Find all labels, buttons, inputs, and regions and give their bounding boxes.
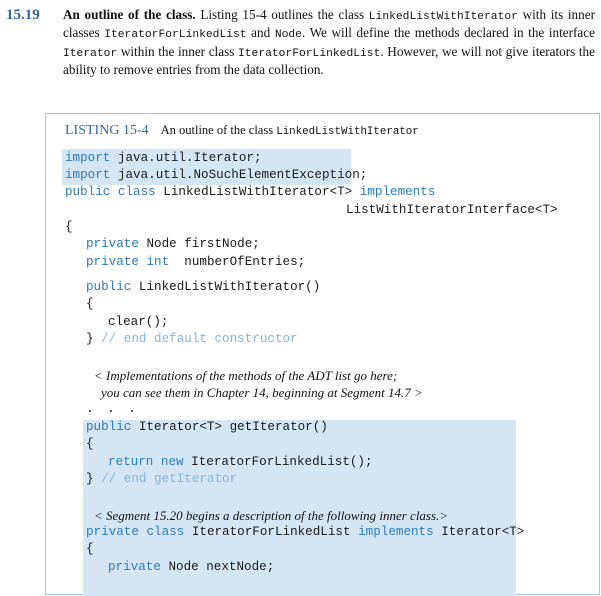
code-line — [108, 455, 373, 469]
code-line: { — [86, 437, 94, 451]
intro-paragraph — [63, 7, 595, 79]
code-comment: // end default constructor — [101, 332, 298, 346]
keyword: class — [146, 525, 185, 539]
code-comment: // end getIterator — [101, 472, 238, 486]
listing-header — [65, 121, 419, 139]
keyword: public — [86, 280, 132, 294]
listing-note: < Segment 15.20 begins a description of the following inner class.> — [94, 508, 449, 523]
code-text: IteratorForLinkedList — [184, 525, 359, 539]
keyword: implements — [358, 525, 434, 539]
intro-text: and — [246, 25, 275, 41]
keyword: private — [86, 255, 139, 269]
keyword: class — [117, 185, 156, 199]
keyword: implements — [359, 185, 436, 199]
code-line: ListWithIteratorInterface<T> — [346, 203, 558, 217]
keyword: new — [160, 455, 184, 469]
code-text: LinkedListWithIterator<T> — [155, 185, 360, 199]
keyword: import — [65, 168, 111, 182]
code-text: Iterator<T> — [433, 525, 525, 539]
ellipsis: . . . — [86, 402, 139, 416]
intro-text: Listing 15-4 outlines the class — [195, 7, 369, 22]
intro-text: with its inner classes — [63, 7, 595, 41]
listing-note: < Implementations of the methods of the ADT list go here; — [94, 368, 398, 383]
code-text: Node nextNode; — [160, 560, 275, 574]
code-text: Iterator<T> getIterator() — [131, 420, 328, 434]
code-line — [86, 420, 328, 434]
code-line — [65, 168, 367, 182]
inline-code: IteratorForLinkedList — [104, 29, 247, 42]
keyword: return — [108, 455, 154, 469]
code-line — [65, 185, 435, 199]
code-line: clear(); — [108, 315, 169, 329]
code-text: } — [86, 472, 94, 486]
keyword: public — [65, 185, 111, 199]
intro-text: . We will define the methods declared in the interface — [301, 25, 595, 41]
intro-text: . However, we will not give iterators the ability to remove entries from the data collection. — [63, 43, 595, 78]
code-line: { — [65, 220, 73, 234]
intro-text: within the inner class — [117, 43, 238, 59]
intro-heading: An outline of the class. — [63, 7, 196, 22]
keyword: public — [86, 420, 132, 434]
code-line: { — [86, 297, 94, 311]
listing-caption-code: LinkedListWithIterator — [276, 126, 419, 138]
inline-code: LinkedListWithIterator — [368, 11, 518, 23]
code-text: java.util.Iterator; — [110, 151, 262, 165]
code-line — [86, 332, 298, 346]
listing-note: you can see them in Chapter 14, beginning at Segment 14.7 > — [101, 385, 423, 400]
code-text: numberOfEntries; — [169, 255, 306, 269]
keyword: private — [86, 525, 139, 539]
code-line — [86, 255, 305, 269]
code-line — [86, 472, 237, 486]
listing-caption-text: An outline of the class — [160, 123, 277, 137]
keyword: import — [65, 151, 111, 165]
code-listing — [45, 113, 600, 595]
listing-caption — [161, 123, 419, 137]
code-line — [86, 237, 260, 251]
code-line — [108, 560, 274, 574]
code-line: { — [86, 542, 94, 556]
code-text: IteratorForLinkedList(); — [183, 455, 373, 469]
keyword: private — [108, 560, 161, 574]
inline-code: Iterator — [63, 47, 118, 60]
code-text: } — [86, 332, 94, 346]
code-line — [86, 280, 320, 294]
inline-code: Node — [274, 29, 302, 42]
code-text: java.util.NoSuchElementException; — [110, 168, 368, 182]
inline-code: IteratorForLinkedList — [237, 47, 381, 60]
keyword: int — [146, 255, 170, 269]
listing-number: LISTING 15-4 — [65, 123, 149, 138]
code-line — [86, 525, 524, 539]
code-text: LinkedListWithIterator() — [131, 280, 321, 294]
code-line — [65, 151, 262, 165]
code-text: Node firstNode; — [138, 237, 260, 251]
keyword: private — [86, 237, 139, 251]
segment-number: 15.19 — [6, 7, 40, 23]
